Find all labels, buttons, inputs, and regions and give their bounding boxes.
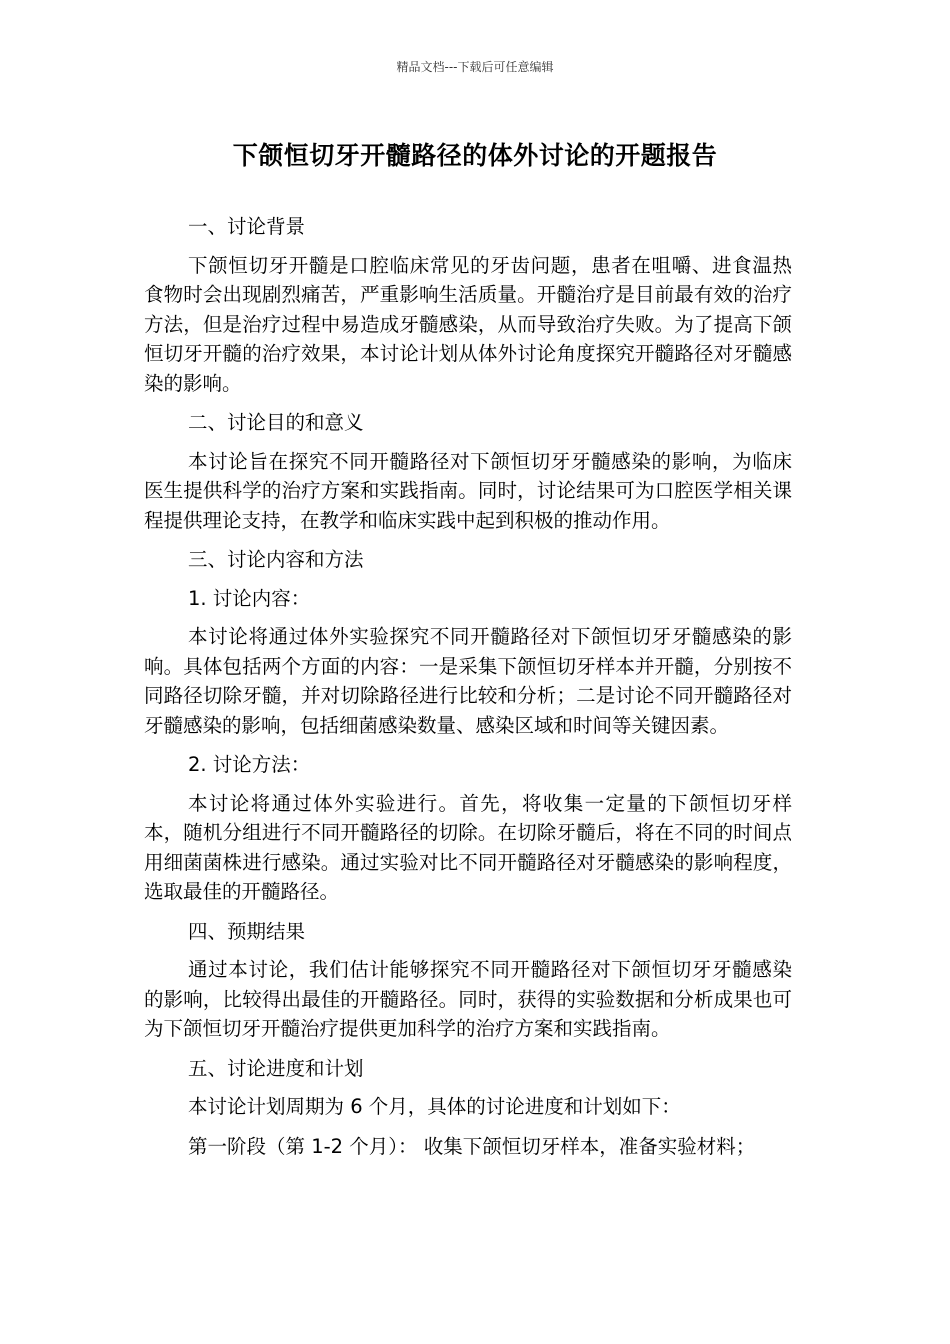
section-heading-purpose: 二、讨论目的和意义 xyxy=(188,411,364,434)
section-heading-content-methods: 三、讨论内容和方法 xyxy=(188,548,364,571)
paragraph-schedule-intro: 本讨论计划周期为 6 个月，具体的讨论进度和计划如下： xyxy=(188,1095,681,1118)
paragraph-expected-results: 通过本讨论，我们估计能够探究不同开髓路径对下颌恒切牙牙髓感染的影响，比较得出最佳的开髓路径。同时，获得的实验数据和分析成果也可为下颌恒切牙开髓治疗提供更加科学的治疗方案和实践指南。 xyxy=(144,958,792,1040)
section-heading-schedule: 五、讨论进度和计划 xyxy=(188,1056,364,1080)
paragraph-content: 本讨论将通过体外实验探究不同开髓路径对下颌恒切牙牙髓感染的影响。具体包括两个方面的内容：一是采集下颌恒切牙样本并开髓，分别按不同路径切除牙髓，并对切除路径进行比较和分析；二是讨论不同开髓路径对牙髓感染的影响，包括细菌感染数量、感染区域和时间等关键因素。 xyxy=(144,625,792,737)
paragraph-methods: 本讨论将通过体外实验进行。首先，将收集一定量的下颌恒切牙样本，随机分组进行不同开髓路径的切除。在切除牙髓后，将在不同的时间点用细菌菌株进行感染。通过实验对比不同开髓路径对牙髓感染的影响程度，选取最佳的开髓路径。 xyxy=(144,791,792,903)
paragraph-background: 下颌恒切牙开髓是口腔临床常见的牙齿问题，患者在咀嚼、进食温热食物时会出现剧烈痛苦，严重影响生活质量。开髓治疗是目前最有效的治疗方法，但是治疗过程中易造成牙髓感染，从而导致治疗失败。为了提高下颌恒切牙开髓的治疗效果，本讨论计划从体外讨论角度探究开髓路径对牙髓感染的影响。 xyxy=(144,253,792,395)
section-heading-expected-results: 四、预期结果 xyxy=(188,919,306,943)
page-header-watermark: 精品文档---下载后可任意编辑 xyxy=(396,60,554,74)
paragraph-purpose: 本讨论旨在探究不同开髓路径对下颌恒切牙牙髓感染的影响，为临床医生提供科学的治疗方案和实践指南。同时，讨论结果可为口腔医学相关课程提供理论支持，在教学和临床实践中起到积极的推动作用。 xyxy=(144,449,792,532)
document-title: 下颌恒切牙开髓路径的体外讨论的开题报告 xyxy=(232,141,718,170)
section-heading-background: 一、讨论背景 xyxy=(188,215,306,238)
subheading-content: 1. 讨论内容： xyxy=(188,586,311,610)
subheading-methods: 2. 讨论方法： xyxy=(188,753,311,776)
paragraph-schedule-phase-1: 第一阶段（第 1-2 个月）： 收集下颌恒切牙样本，准备实验材料； xyxy=(188,1134,756,1158)
document-body xyxy=(144,212,792,1171)
